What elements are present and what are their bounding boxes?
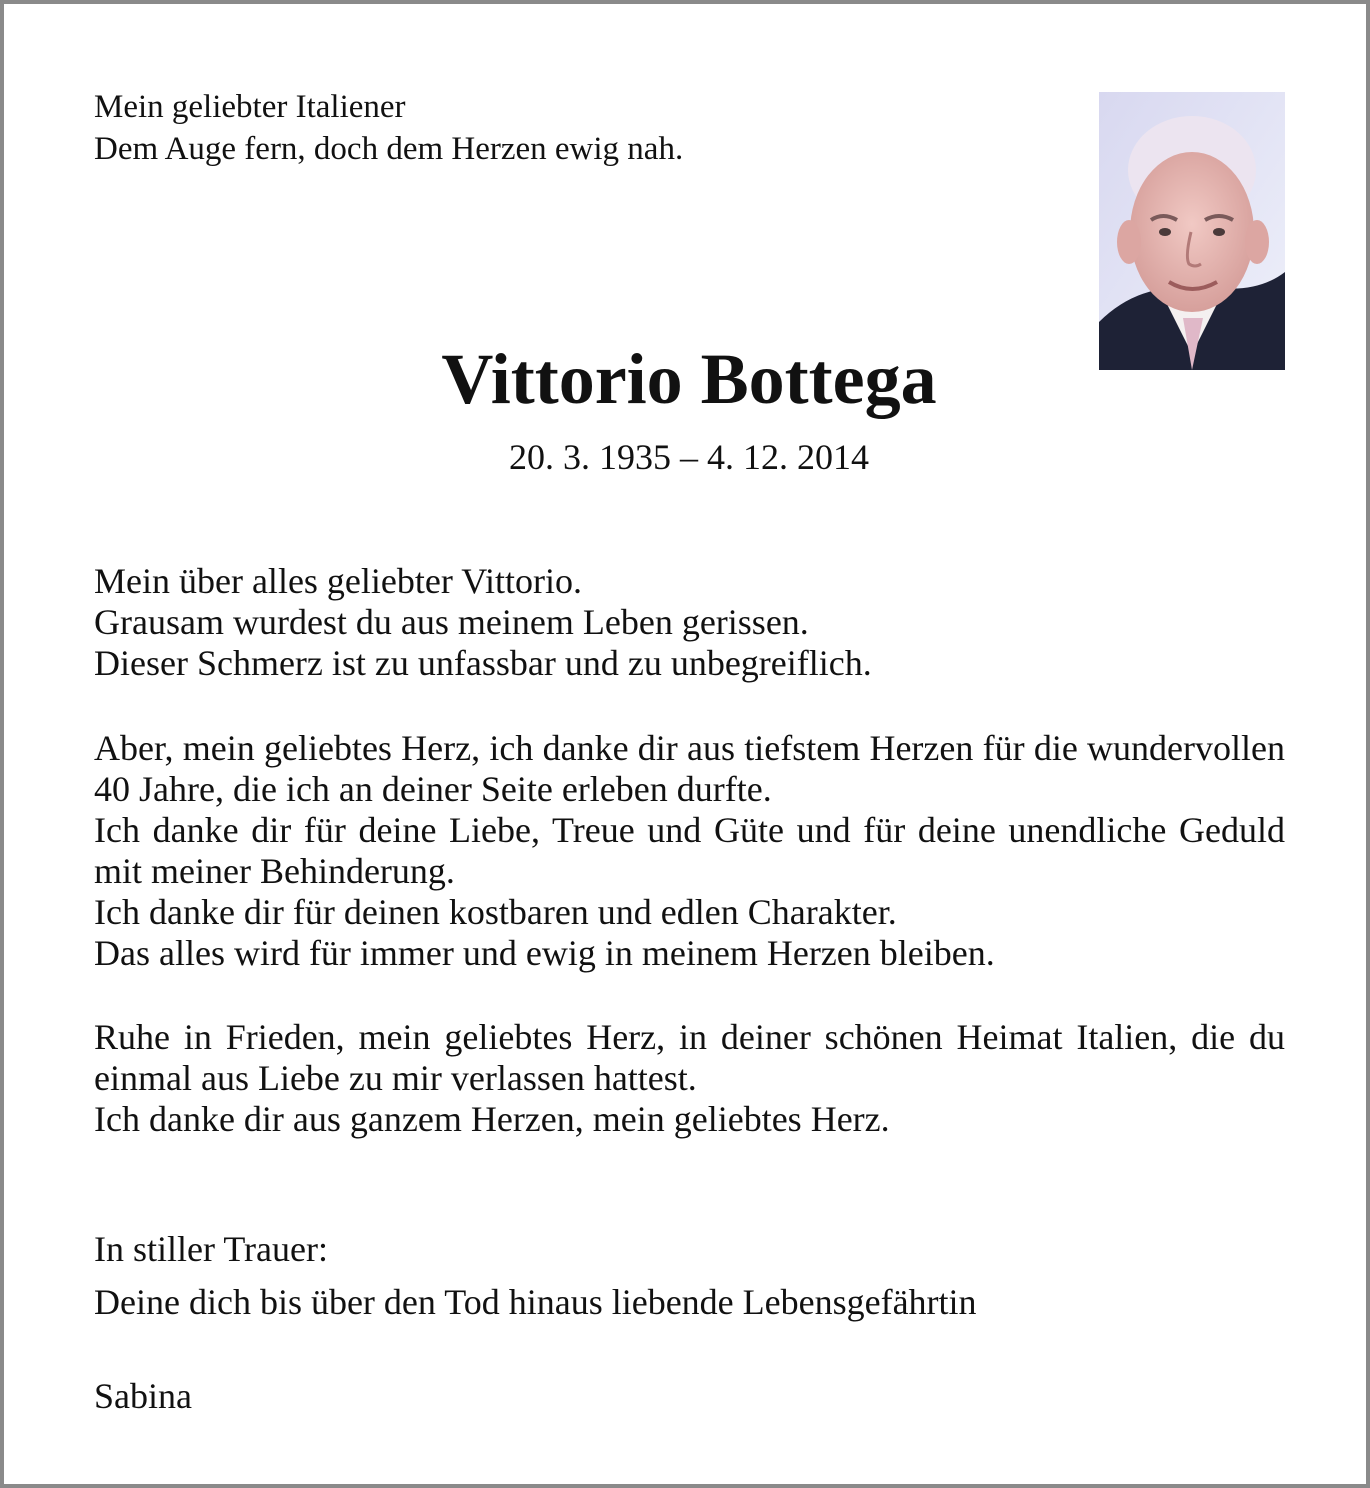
- text-sentence: Ich danke dir für deinen kostbaren und edlen Charakter.: [94, 892, 897, 932]
- paragraph-rest-in-peace: [94, 1017, 1285, 1140]
- mourning-line: In stiller Trauer:: [94, 1229, 328, 1269]
- text-line: Mein über alles geliebter Vittorio.: [94, 561, 583, 601]
- text-sentence: Aber, mein geliebtes Herz, ich danke dir aus tiefstem Herzen für die wundervollen 40 Jahre, die ich an deiner Seite erleben durfte.: [94, 728, 1285, 809]
- mourner-description: Deine dich bis über den Tod hinaus liebende Lebensgefährtin: [94, 1282, 977, 1322]
- signature: Sabina: [94, 1376, 192, 1416]
- portrait-photo: [1099, 92, 1285, 370]
- text-sentence: Ich danke dir für deine Liebe, Treue und Güte und für deine unendliche Geduld mit meiner Behinderung.: [94, 810, 1285, 891]
- motto-line: Mein geliebter Italiener: [94, 89, 406, 125]
- life-dates: 20. 3. 1935 – 4. 12. 2014: [509, 437, 869, 477]
- portrait-photo-icon: [1099, 92, 1285, 370]
- deceased-name: Vittorio Bottega: [441, 339, 937, 419]
- text-line: Dieser Schmerz ist zu unfassbar und zu unbegreiflich.: [94, 643, 872, 683]
- text-sentence: Ich danke dir aus ganzem Herzen, mein geliebtes Herz.: [94, 1099, 890, 1139]
- paragraph-farewell: [94, 561, 1285, 684]
- motto: [94, 86, 683, 170]
- text-sentence: Ruhe in Frieden, mein geliebtes Herz, in deiner schönen Heimat Italien, die du einmal aus Liebe zu mir verlassen hattest.: [94, 1017, 1285, 1098]
- motto-line: Dem Auge fern, doch dem Herzen ewig nah.: [94, 131, 684, 167]
- text-sentence: Das alles wird für immer und ewig in meinem Herzen bleiben.: [94, 933, 995, 973]
- text-line: Grausam wurdest du aus meinem Leben gerissen.: [94, 602, 809, 642]
- paragraph-gratitude: [94, 728, 1285, 974]
